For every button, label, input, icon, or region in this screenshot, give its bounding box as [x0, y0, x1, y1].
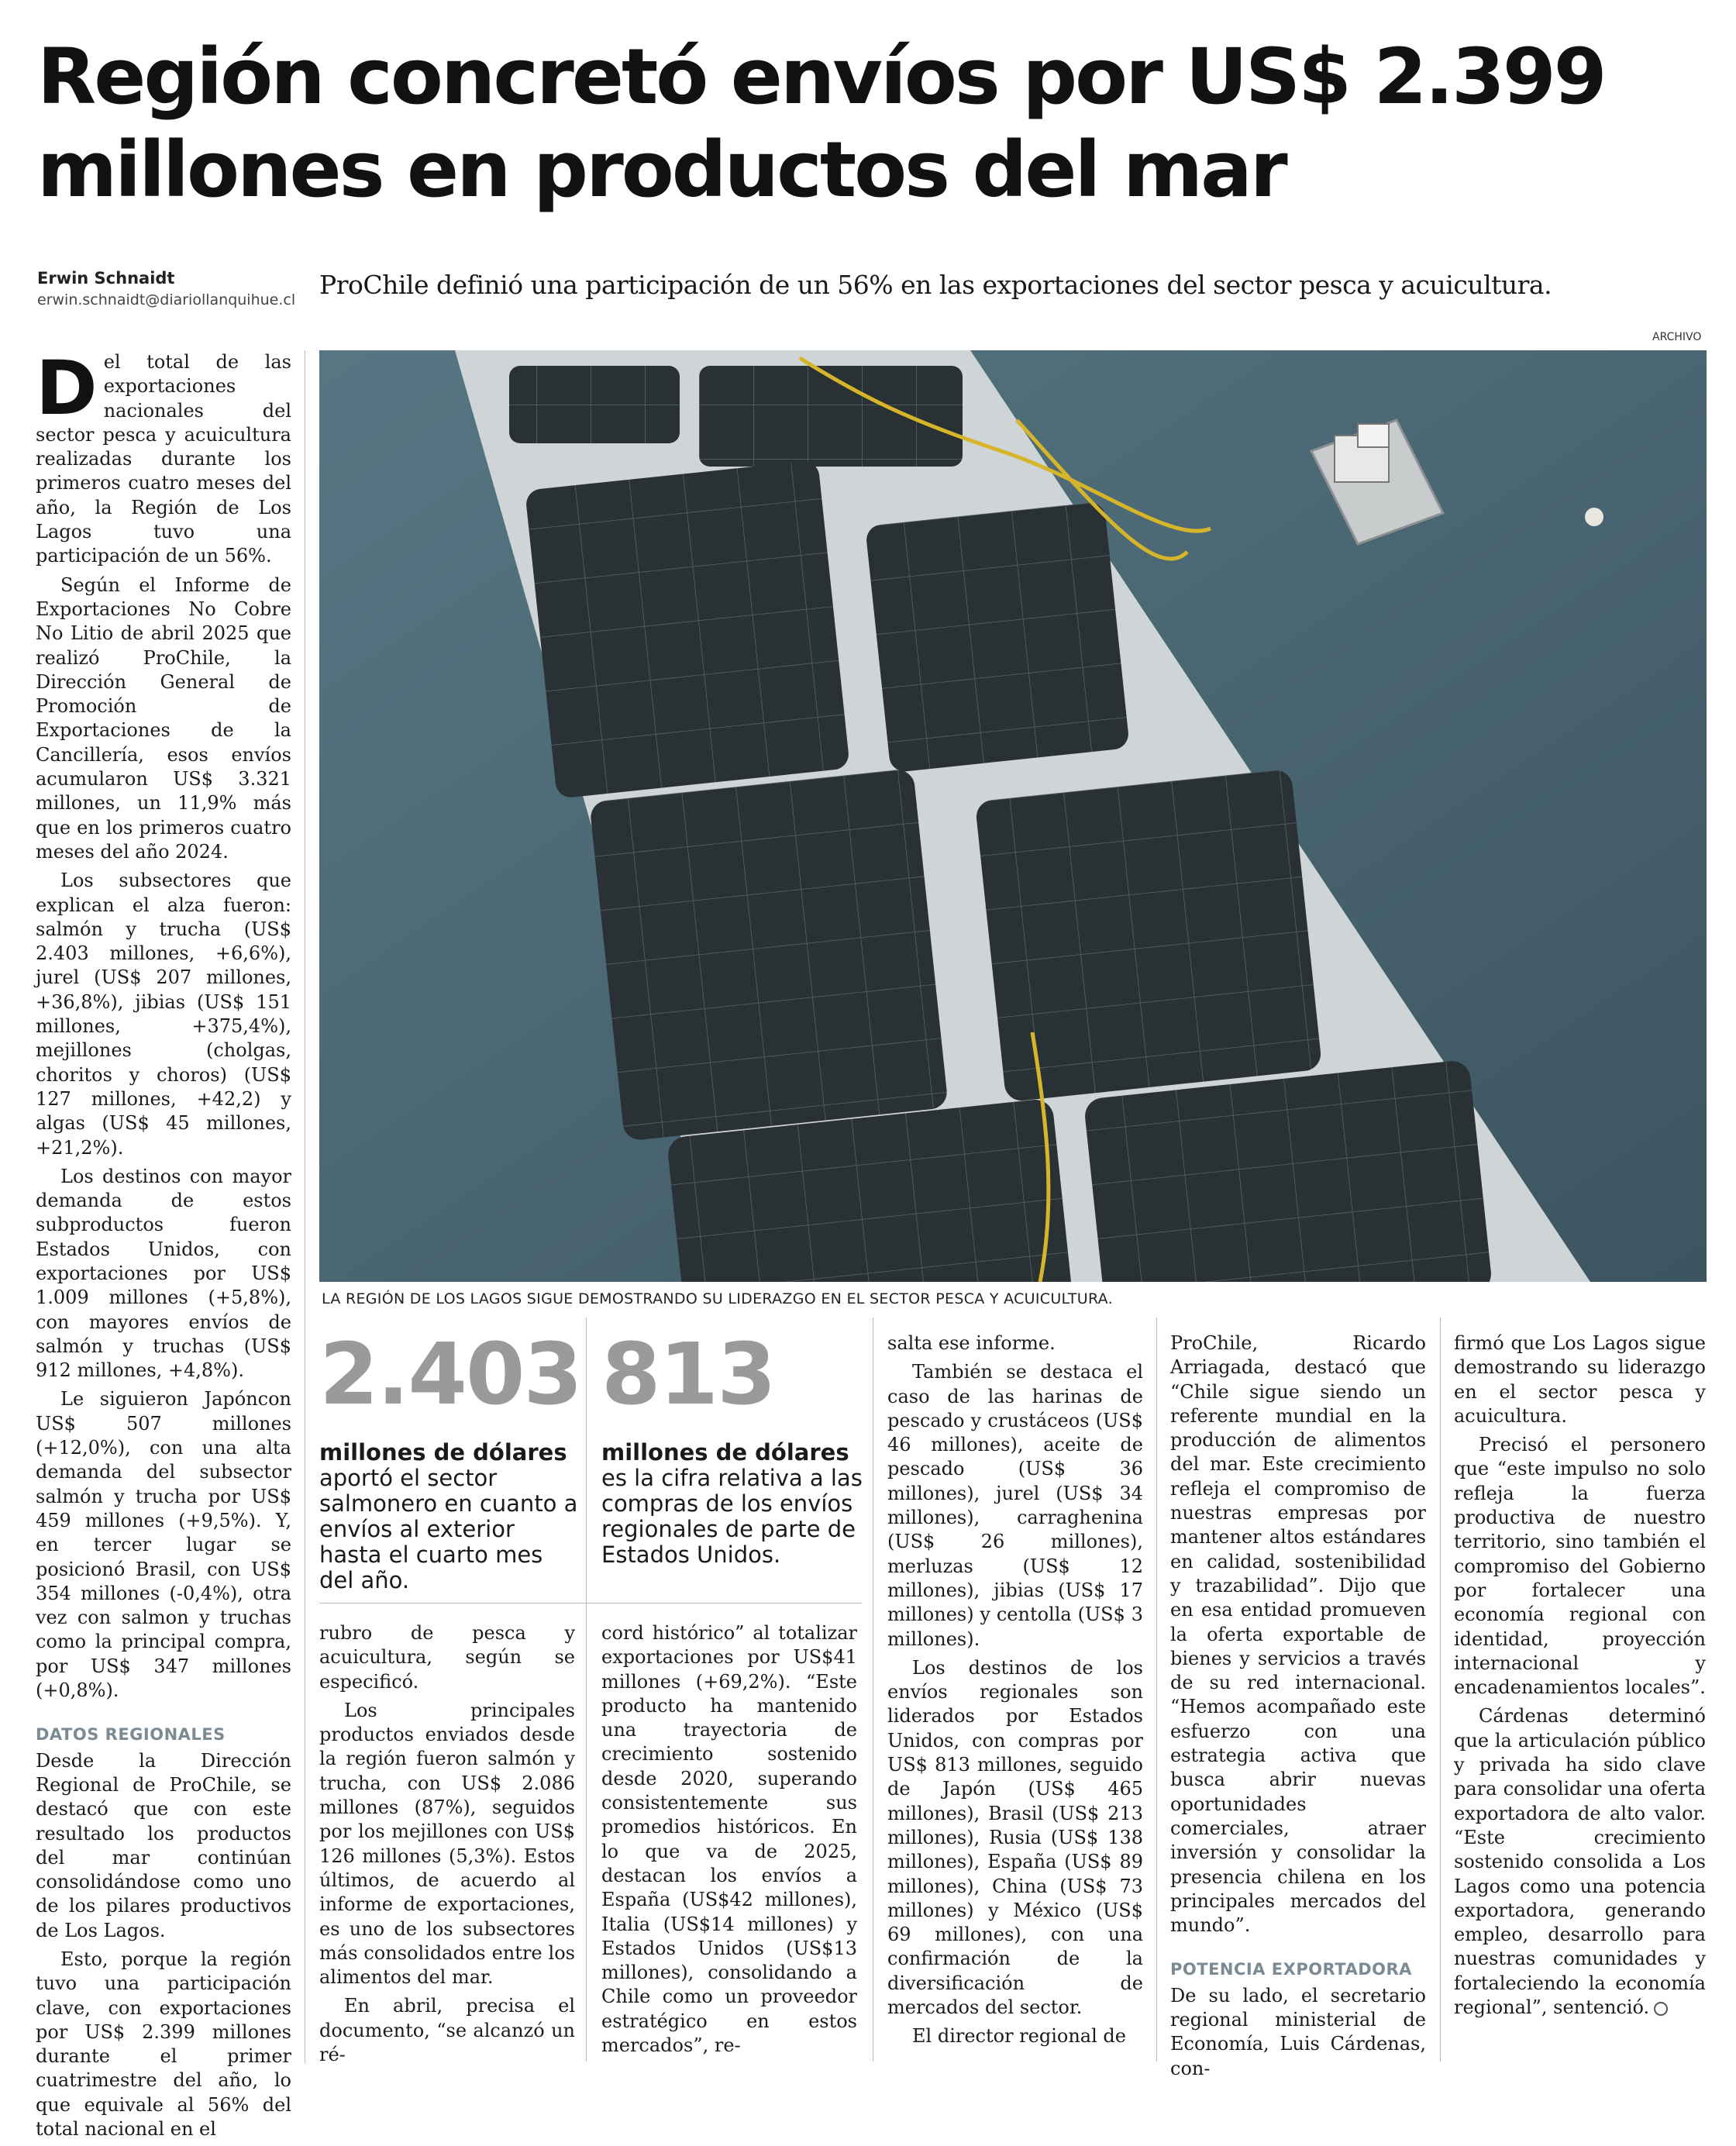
article-column-6: [1454, 1331, 1706, 2024]
col4-paragraph: El director regional de: [912, 2025, 1126, 2048]
column-rule: [1156, 1318, 1157, 2062]
col6-paragraph: Precisó el personero que “este impulso no solo refleja la fuerza productiva de nuestro territorio, sino también el compromiso del Gobierno por fortalecer una economía regional con identidad, proyección internacional y encadenamientos locales”.: [1454, 1434, 1706, 1699]
col6-paragraph: firmó que Los Lagos sigue demostrando su liderazgo en el sector pesca y acuicultura.: [1454, 1332, 1706, 1427]
col1-paragraph: Según el Informe de Exportaciones No Cobre No Litio de abril 2025 que realizó ProChile, la Dirección General de Promoción de Exportaciones de la Cancillería, esos envíos acumularon US$ 3.321 millones, un 11,9% más que en los primeros cuatro meses del año 2024.: [36, 574, 291, 863]
col2-paragraph: En abril, precisa el documento, “se alcanzó un ré-: [319, 1995, 575, 2066]
col6-closing-text: Cárdenas determinó que la articulación público y privada ha sido clave para consolidar una oferta exportadora de alto valor. “Este crecimiento sostenido consolida a Los Lagos como una potencia exportadora, generando empleo, desarrollo para nuestras comunidades y fortaleciendo la economía regional”, sentenció.: [1454, 1705, 1706, 2019]
col1-paragraph: Desde la Dirección Regional de ProChile, se destacó que con este resultado los productos del mar continúan consolidándose como uno de los pilares productivos de Los Lagos.: [36, 1749, 291, 1941]
col1-paragraph: Los subsectores que explican el alza fueron: salmón y trucha (US$ 2.403 millones, +6,6%), jurel (US$ 207 millones, +36,8%), jibias (US$ 151 millones, +375,4%), mejillones (cholgas, choritos y choros) (US$ 127 millones, +42,2) y algas (US$ 45 millones, +21,2%).: [36, 870, 291, 1159]
article-column-4: [887, 1331, 1143, 2054]
col1-paragraph: Los destinos con mayor demanda de estos subproductos fueron Estados Unidos, con exportaciones por US$ 1.009 millones (+5,8%), con mayores envíos de salmón y truchas (US$ 912 millones, +4,8%).: [36, 1165, 291, 1382]
salmon-farm-photo: [319, 350, 1707, 1282]
end-mark-icon: [1654, 2002, 1668, 2016]
col5-paragraph: De su lado, el secretario regional ministerial de Economía, Luis Cárdenas, con-: [1170, 1984, 1426, 2079]
stat-813-bold: millones de dólares: [601, 1439, 849, 1466]
article-column-3: [601, 1621, 857, 2062]
headline: Región concretó envíos por US$ 2.399 millones en productos del mar: [37, 33, 1605, 215]
stat-813-desc: es la cifra relativa a las compras de los envíos regionales de parte de Estados Unidos.: [601, 1465, 863, 1568]
net-pen: [699, 366, 963, 467]
article-column-5: [1170, 1331, 1426, 2086]
col5-paragraph: ProChile, Ricardo Arriagada, destacó que “Chile sigue siendo un referente mundial en la producción de alimentos del mar. Este crecimiento refleja el compromiso de nuestras empresas por mantener altos estándares en calidad, sostenibilidad y trazabilidad”. Dijo que en esa entidad promueven la oferta exportable de bienes y servicios a través de su red internacional. “Hemos acompañado este esfuerzo con una estrategia activa que busca abrir nuevas oportunidades comerciales, atraer inversión y consolidar la presencia chilena en los principales mercados del mundo”.: [1170, 1332, 1426, 1937]
stat-813-number: 813: [601, 1324, 775, 1424]
col4-paragraph: Los destinos de los envíos regionales son liderados por Estados Unidos, con compras por US$ 813 millones, seguido de Japón (US$ 465 millones), Brasil (US$ 213 millones), Rusia (US$ 138 millones), España (US$ 89 millones), China (US$ 73 millones) y México (US$ 69 millones), con una confirmación de la diversificación de mercados del sector.: [887, 1656, 1143, 2019]
col1-paragraph: Esto, porque la región tuvo una participación clave, con exportaciones por US$ 2.399 millones durante el primer cuatrimestre del año, lo que equivale al 56% del total nacional en el: [36, 1948, 291, 2141]
stat-2403-bold: millones de dólares: [319, 1439, 567, 1466]
net-pen: [975, 769, 1323, 1103]
net-pen: [589, 768, 949, 1141]
article-column-1: [36, 345, 291, 2146]
net-pen: [865, 501, 1130, 773]
net-pen: [509, 366, 680, 443]
stat-2403-text: [319, 1440, 583, 1593]
deck-subtitle: ProChile definió una participación de un 56% en las exportaciones del sector pesca y acuicultura.: [319, 270, 1552, 300]
net-pen: [525, 460, 850, 799]
photo-credit: ARCHIVO: [1652, 331, 1702, 343]
subhead-potencia-exportadora: POTENCIA EXPORTADORA: [1170, 1960, 1412, 1979]
subhead-datos-regionales: DATOS REGIONALES: [36, 1725, 226, 1745]
col4-paragraph: salta ese informe.: [887, 1332, 1056, 1354]
col1-paragraph: el total de las exportaciones nacionales del sector pesca y acuicultura realizadas durante los primeros cuatro meses del año, la Región de Los Lagos tuvo una participación de un 56%.: [36, 351, 291, 567]
author-email[interactable]: erwin.schnaidt@diariollanquihue.cl: [37, 291, 296, 308]
stat-2403-desc: aportó el sector salmonero en cuanto a envíos al exterior hasta el cuarto mes del año.: [319, 1465, 578, 1593]
col2-paragraph: Los principales productos enviados desde la región fueron salmón y trucha, con US$ 2.086 millones (87%), seguidos por los mejillones con US$ 126 millones (5,3%). Estos últimos, de acuerdo al informe de exportaciones, es uno de los subsectores más consolidados entre los alimentos del mar.: [319, 1699, 575, 1989]
col6-paragraph: [1454, 1704, 1706, 2020]
col3-paragraph: cord histórico” al totalizar exportaciones por US$41 millones (+69,2%). “Este producto ha mantenido una trayectoria de crecimiento sostenido desde 2020, superando consistentemente sus promedios históricos. En lo que va de 2025, destacan los envíos a España (US$42 millones), Italia (US$14 millones) y Estados Unidos (US$13 millones), consolidando a Chile como un proveedor estratégico en estos mercados”, re-: [601, 1622, 857, 2057]
stat-813-text: [601, 1440, 865, 1568]
col4-paragraph: También se destaca el caso de las harinas de pescado y crustáceos (US$ 46 millones), aceite de pescado (US$ 36 millones), jurel (US$ 34 millones), carraghenina (US$ 26 millones), merluzas (US$ 12 millones), jibias (US$ 17 millones) y centolla (US$ 3 millones).: [887, 1361, 1143, 1650]
photo-caption: LA REGIÓN DE LOS LAGOS SIGUE DEMOSTRANDO SU LIDERAZGO EN EL SECTOR PESCA Y ACUICULTURA.: [322, 1290, 1113, 1307]
author-name: Erwin Schnaidt: [37, 269, 175, 288]
buoy: [1585, 508, 1603, 526]
column-rule: [1440, 1318, 1441, 2062]
column-rule: [586, 1318, 587, 2062]
col2-paragraph: rubro de pesca y acuicultura, según se especificó.: [319, 1622, 575, 1693]
col1-paragraph: Le siguieron Japóncon US$ 507 millones (+12,0%), con una alta demanda del subsector salmón y trucha por US$ 459 millones (+9,5%). Y, en tercer lugar se posicionó Brasil, con US$ 354 millones (-0,4%), otra vez con salmon y truchas como la principal compra, por US$ 347 millones (+0,8%).: [36, 1388, 291, 1702]
drop-cap: D: [36, 345, 98, 432]
article-column-2: [319, 1621, 575, 2072]
salmon-farm-illustration: [319, 350, 1707, 1282]
stat-2403-number: 2.403: [319, 1324, 581, 1424]
